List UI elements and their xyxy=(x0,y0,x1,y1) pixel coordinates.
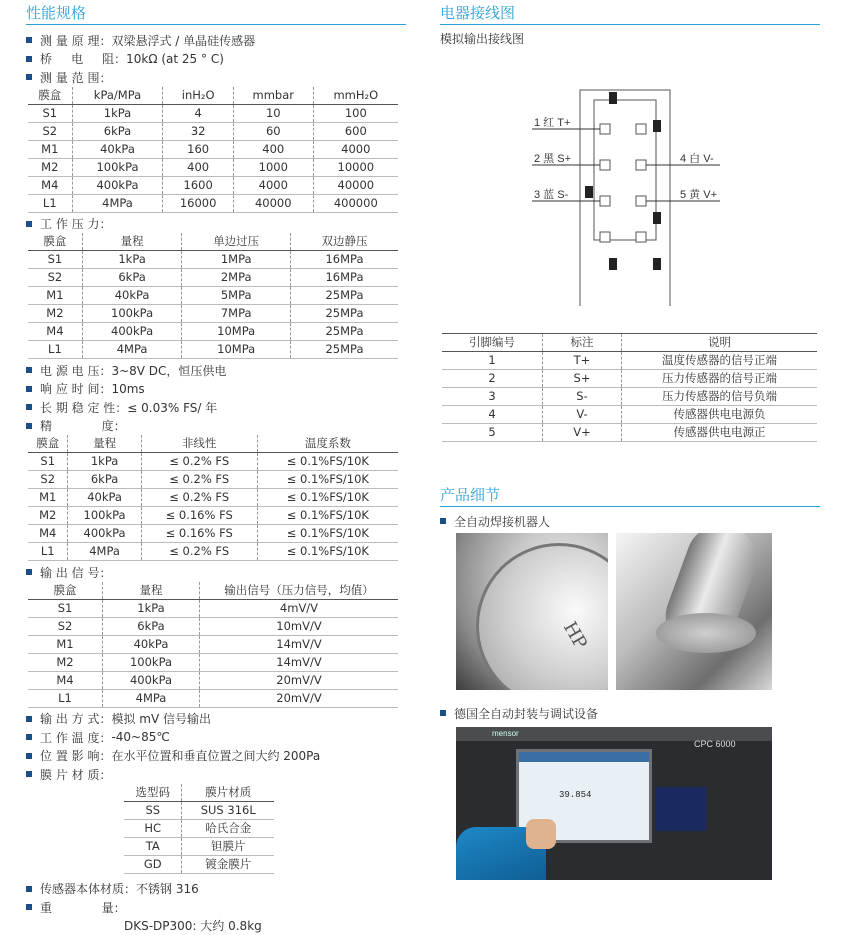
pin-3-label: 3 蓝 S- xyxy=(534,189,569,201)
equipment-photo xyxy=(456,727,772,880)
table-row: S2 6kPa 2MPa 16MPa xyxy=(28,269,398,287)
wiring-title-rule xyxy=(440,24,820,25)
spec-column xyxy=(26,0,406,935)
bullet-icon xyxy=(26,37,32,43)
pressure-table: 膜盒 量程 单边过压 双边静压 S1 1kPa 1MPa 16MPa S2 6kPa 2MPa 16MPa M1 40kPa 5MPa 25MPa M2 100kPa 7MPa 25MPa M4 400kPa 10MPa 25MPa L1 4MPa 10MPa 25MPa xyxy=(28,233,398,359)
bullet-icon xyxy=(26,423,32,429)
table-row: M4 400kPa 20mV/V xyxy=(28,671,398,689)
spec-title-rule xyxy=(26,24,406,25)
detail-title-rule xyxy=(440,506,820,507)
range-table: 膜盒 kPa/MPa inH₂O mmbar mmH₂O S1 1kPa 4 10 100 S2 6kPa 32 60 600 M1 40kPa 160 400 4000 M2 100kPa 400 1000 10000 M4 400kPa 1600 4000 40000 L1 4MPa 16000 40000 400000 xyxy=(28,87,398,213)
pressure-row: 工 作 压 力： xyxy=(26,215,406,234)
signal-row: 输 出 信 号： xyxy=(26,563,406,582)
bullet-icon xyxy=(26,753,32,759)
table-row: SS SUS 316L xyxy=(124,801,274,819)
table-row: S1 1kPa ≤ 0.2% FS ≤ 0.1%FS/10K xyxy=(28,453,398,471)
diaphragm-table: 选型码 膜片材质 SS SUS 316L HC 哈氏合金 TA 钽膜片 GD 镀金膜片 xyxy=(124,784,274,874)
table-row: M1 40kPa 14mV/V xyxy=(28,635,398,653)
bullet-icon xyxy=(26,904,32,910)
robot-label-row: 全自动焊接机器人 xyxy=(440,512,550,531)
wiring-diagram xyxy=(440,46,820,306)
table-row: 2 S+ 压力传感器的信号正端 xyxy=(442,370,817,388)
bullet-icon xyxy=(26,367,32,373)
equipment-label-row: 德国全自动封装与调试设备 xyxy=(440,704,598,723)
table-row: M2 100kPa 400 1000 10000 xyxy=(28,158,398,176)
table-row: M2 100kPa 14mV/V xyxy=(28,653,398,671)
table-row: M4 400kPa 10MPa 25MPa xyxy=(28,323,398,341)
hp-mark: HP xyxy=(558,618,591,653)
table-row: 1 T+ 温度传感器的信号正端 xyxy=(442,352,817,370)
spec-title: 性能规格 xyxy=(26,4,87,22)
table-row: L1 4MPa 10MPa 25MPa xyxy=(28,341,398,359)
table-row: 5 V+ 传感器供电电源正 xyxy=(442,424,817,442)
weld-photo xyxy=(616,533,772,690)
table-row: M2 100kPa ≤ 0.16% FS ≤ 0.1%FS/10K xyxy=(28,507,398,525)
bullet-icon xyxy=(26,404,32,410)
table-row: S1 1kPa 4mV/V xyxy=(28,599,398,617)
wiring-title: 电器接线图 xyxy=(440,4,516,22)
table-row: HC 哈氏合金 xyxy=(124,819,274,837)
bullet-icon xyxy=(26,771,32,777)
pin-4-label: 4 白 V- xyxy=(680,153,714,165)
bullet-icon xyxy=(26,386,32,392)
table-row: TA 钽膜片 xyxy=(124,837,274,855)
diaphragm-row: 膜 片 材 质： xyxy=(26,765,406,784)
table-row: M4 400kPa 1600 4000 40000 xyxy=(28,176,398,194)
table-row: 4 V- 传感器供电电源负 xyxy=(442,406,817,424)
pin-1-label: 1 红 T+ xyxy=(534,117,571,129)
table-row: M4 400kPa ≤ 0.16% FS ≤ 0.1%FS/10K xyxy=(28,525,398,543)
bullet-icon xyxy=(26,734,32,740)
table-row: L1 4MPa 16000 40000 400000 xyxy=(28,194,398,212)
bridge-row: 桥 电 阻： 10kΩ (at 25 ° C) xyxy=(26,50,406,69)
table-row: M2 100kPa 7MPa 25MPa xyxy=(28,305,398,323)
table-row: L1 4MPa 20mV/V xyxy=(28,689,398,707)
response-row: 响 应 时 间： 10ms xyxy=(26,380,406,399)
range-row: 测 量 范 围： xyxy=(26,68,406,87)
output-mode-row: 输 出 方 式： 模拟 mV 信号输出 xyxy=(26,710,406,729)
pin-table: 引脚编号 标注 说明 1 T+ 温度传感器的信号正端 2 S+ 压力传感器的信号正端 3 S- 压力传感器的信号负端 4 V- 传感器供电电源负 5 V+ 传感器供电电源正 xyxy=(442,333,817,442)
bullet-icon xyxy=(26,74,32,80)
pin-5-label: 5 黄 V+ xyxy=(680,189,717,201)
sensor-photo xyxy=(456,533,608,690)
stability-row: 长 期 稳 定 性： ≤ 0.03% FS/ 年 xyxy=(26,398,406,417)
bullet-icon xyxy=(440,518,446,524)
bullet-icon xyxy=(26,569,32,575)
table-row: L1 4MPa ≤ 0.2% FS ≤ 0.1%FS/10K xyxy=(28,543,398,561)
table-row: M1 40kPa 5MPa 25MPa xyxy=(28,287,398,305)
bullet-icon xyxy=(26,56,32,62)
table-row: GD 镀金膜片 xyxy=(124,855,274,873)
accuracy-row: 精 度： xyxy=(26,417,406,436)
body-row: 传感器本体材质： 不锈钢 316 xyxy=(26,880,406,899)
power-row: 电 源 电 压： 3~8V DC，恒压供电 xyxy=(26,361,406,380)
bullet-icon xyxy=(26,221,32,227)
table-row: M1 40kPa 160 400 4000 xyxy=(28,140,398,158)
bullet-icon xyxy=(440,710,446,716)
wiring-subtitle: 模拟输出接线图 xyxy=(440,32,525,46)
principle-row: 测 量 原 理： 双梁悬浮式 / 单晶硅传感器 xyxy=(26,31,406,50)
table-row: S2 6kPa 32 60 600 xyxy=(28,122,398,140)
model-label: CPC 6000 xyxy=(694,739,736,749)
bullet-icon xyxy=(26,716,32,722)
table-row: 3 S- 压力传感器的信号负端 xyxy=(442,388,817,406)
brand-label: mensor xyxy=(492,729,519,738)
table-row: S2 6kPa 10mV/V xyxy=(28,617,398,635)
accuracy-table: 膜盒 量程 非线性 温度系数 S1 1kPa ≤ 0.2% FS ≤ 0.1%FS/10K S2 6kPa ≤ 0.2% FS ≤ 0.1%FS/10K M1 40kPa ≤ 0.2% FS ≤ 0.1%FS/10K M2 100kPa ≤ 0.16% FS ≤ 0.1%FS/10K M4 400kPa ≤ 0.16% FS ≤ 0.1%FS/10K L1 4MPa ≤ 0.2% FS ≤ 0.1%FS/10K xyxy=(28,435,398,561)
table-row: S2 6kPa ≤ 0.2% FS ≤ 0.1%FS/10K xyxy=(28,471,398,489)
table-row: S1 1kPa 4 10 100 xyxy=(28,104,398,122)
pin-2-label: 2 黑 S+ xyxy=(534,153,571,165)
weight-value: DKS-DP300: 大约 0.8kg xyxy=(124,918,262,933)
detail-title: 产品细节 xyxy=(440,486,501,504)
signal-table: 膜盒 量程 输出信号（压力信号，均值） S1 1kPa 4mV/V S2 6kPa 10mV/V M1 40kPa 14mV/V M2 100kPa 14mV/V M4 400kPa 20mV/V L1 4MPa 20mV/V xyxy=(28,582,398,708)
wiring-column xyxy=(440,0,820,800)
bullet-icon xyxy=(26,886,32,892)
table-row: S1 1kPa 1MPa 16MPa xyxy=(28,251,398,269)
reading-display: 39.854 xyxy=(559,790,592,800)
position-row: 位 置 影 响： 在水平位置和垂直位置之间大约 200Pa xyxy=(26,747,406,766)
temp-row: 工 作 温 度： -40~85℃ xyxy=(26,728,406,747)
weight-row: 重 量： xyxy=(26,898,406,917)
table-row: M1 40kPa ≤ 0.2% FS ≤ 0.1%FS/10K xyxy=(28,489,398,507)
